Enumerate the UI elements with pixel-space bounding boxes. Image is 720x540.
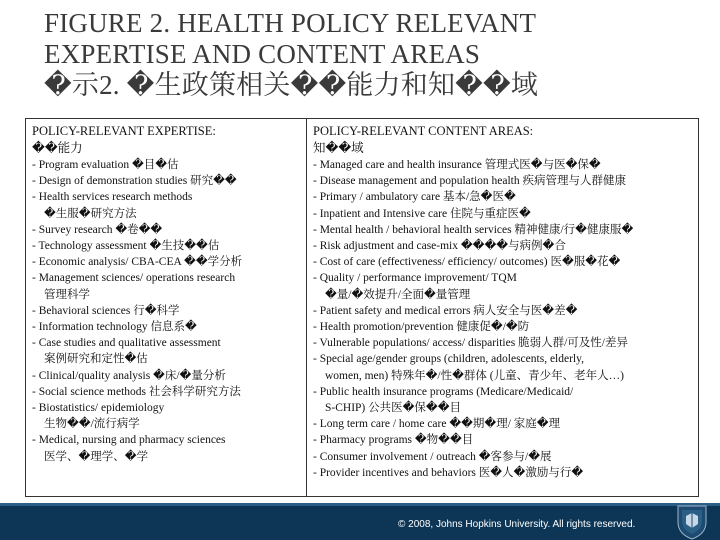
content-table xyxy=(25,118,699,497)
list-item: - Managed care and health insurance 管理式医�与医�保� xyxy=(313,159,601,171)
list-item: - Design of demonstration studies 研究�� xyxy=(32,175,237,188)
list-item: - Behavioral sciences 行�科学 xyxy=(32,304,180,317)
content-areas-column xyxy=(307,119,698,496)
list-item: - Disease management and population health 疾病管理与人群健康 xyxy=(313,175,626,188)
list-item-continuation: 管理科学 xyxy=(44,288,90,301)
content-areas-header-en: POLICY-RELEVANT CONTENT AREAS: xyxy=(313,124,534,138)
list-item: - Consumer involvement / outreach �客参与/�展 xyxy=(313,450,552,463)
list-item: - Public health insurance programs (Medicare/Medicaid/ xyxy=(313,385,574,398)
list-item: - Technology assessment �生技��估 xyxy=(32,240,220,253)
title-line-3: �示2. �生政策相关��能力和知��域 xyxy=(44,70,539,100)
list-item: - Vulnerable populations/ access/ disparities 脆弱人群/可及性/差异 xyxy=(313,337,628,350)
list-item: - Social science methods 社会科学研究方法 xyxy=(32,385,241,398)
list-item-continuation: �量/�效提升/全面�量管理 xyxy=(325,288,471,301)
slide-title xyxy=(44,8,704,101)
list-item: - Information technology 信息系� xyxy=(32,321,197,334)
list-item: - Mental health / behavioral health services 精神健康/行�健康服� xyxy=(313,223,634,236)
title-line-1: FIGURE 2. HEALTH POLICY RELEVANT xyxy=(44,8,537,38)
list-item: - Quality / performance improvement/ TQM xyxy=(313,272,517,285)
content-areas-list xyxy=(313,157,693,481)
list-item: - Medical, nursing and pharmacy sciences xyxy=(32,434,226,447)
list-item: - Patient safety and medical errors 病人安全与医�差� xyxy=(313,304,578,317)
expertise-header-en: POLICY-RELEVANT EXPERTISE: xyxy=(32,124,216,138)
list-item-continuation: S-CHIP) 公共医�保��目 xyxy=(325,402,462,415)
list-item: - Health promotion/prevention 健康促�/�防 xyxy=(313,321,530,334)
list-item: - Case studies and qualitative assessment xyxy=(32,337,221,350)
list-item: - Biostatistics/ epidemiology xyxy=(32,402,165,415)
expertise-column xyxy=(26,119,307,496)
list-item: - Cost of care (effectiveness/ efficiency/ outcomes) 医�服�花� xyxy=(313,256,621,269)
copyright-text: © 2008, Johns Hopkins University. All rights reserved. xyxy=(398,519,636,530)
expertise-header-zh: ��能力 xyxy=(32,141,83,155)
list-item: - Pharmacy programs �物��目 xyxy=(313,434,474,447)
list-item: - Risk adjustment and case-mix ����与病例�合 xyxy=(313,240,566,253)
list-item-continuation: 医学、�理学、�学 xyxy=(44,450,149,463)
list-item: - Primary / ambulatory care 基本/急�医� xyxy=(313,191,516,204)
list-item: - Provider incentives and behaviors 医�人�激励与行� xyxy=(313,466,584,479)
footer-accent-line xyxy=(0,503,720,506)
list-item: - Survey research �卷�� xyxy=(32,223,163,236)
list-item-continuation: �生服�研究方法 xyxy=(44,207,137,220)
content-areas-header-zh: 知��域 xyxy=(313,141,364,155)
list-item-continuation: 生物��/流行病学 xyxy=(44,418,140,431)
list-item: - Health services research methods xyxy=(32,191,193,204)
list-item: - Inpatient and Intensive care 住院与重症医� xyxy=(313,207,531,220)
list-item: - Clinical/quality analysis �床/�量分析 xyxy=(32,369,226,382)
university-seal-icon xyxy=(672,504,712,540)
list-item: - Economic analysis/ CBA-CEA ��学分析 xyxy=(32,256,243,269)
list-item: - Management sciences/ operations research xyxy=(32,272,236,285)
title-line-2: EXPERTISE AND CONTENT AREAS xyxy=(44,39,481,69)
expertise-list xyxy=(32,157,301,465)
list-item: - Long term care / home care ��期�理/ 家庭�理 xyxy=(313,418,561,431)
list-item: - Special age/gender groups (children, adolescents, elderly, xyxy=(313,353,584,366)
list-item: - Program evaluation �目�估 xyxy=(32,159,179,171)
list-item-continuation: women, men) 特殊年�/性�群体 (儿童、青少年、老年人…) xyxy=(325,369,624,382)
list-item-continuation: 案例研究和定性�估 xyxy=(44,353,148,366)
